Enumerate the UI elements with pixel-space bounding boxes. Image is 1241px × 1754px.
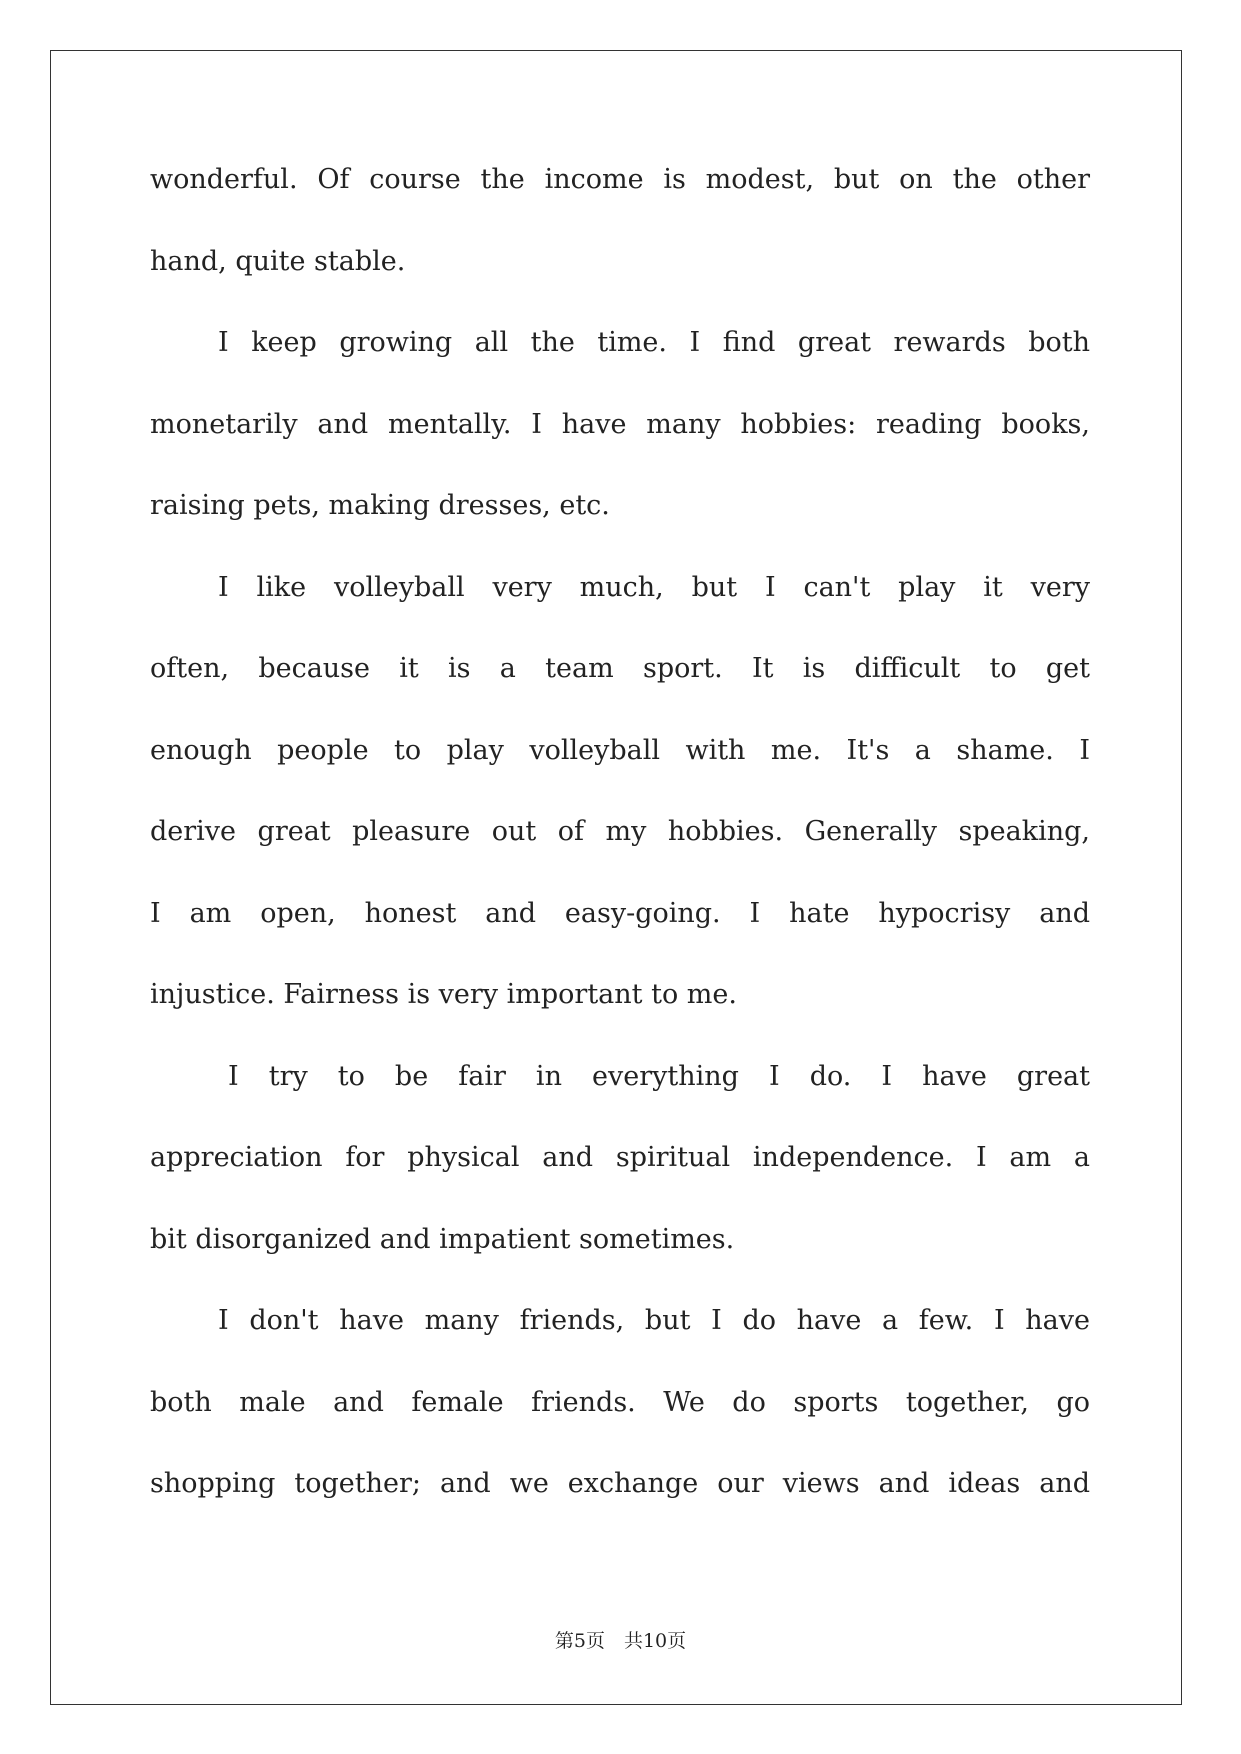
text-line-content: enough people to play volleyball with me. It's a shame. I (150, 734, 1090, 766)
text-line (150, 1060, 1090, 1145)
document-body (150, 166, 1090, 1552)
text-line (150, 1144, 1090, 1226)
text-line (150, 981, 1090, 1063)
text-line (150, 818, 1090, 900)
text-line (150, 655, 1090, 737)
text-line-content: hand, quite stable. (150, 245, 406, 277)
text-line-content: I like volleyball very much, but I can't play it very (218, 571, 1090, 603)
text-line-content: injustice. Fairness is very important to me. (150, 979, 737, 1010)
text-line-content: often, because it is a team sport. It is difficult to get (150, 653, 1090, 684)
text-line (150, 571, 1090, 656)
text-line-content: both male and female friends. We do sports together, go (150, 1386, 1090, 1418)
text-line-content: shopping together; and we exchange our views and ideas and (150, 1468, 1090, 1499)
text-line-content: I keep growing all the time. I find great rewards both (218, 327, 1090, 358)
text-line (150, 1386, 1090, 1471)
text-line-content: I am open, honest and easy-going. I hate hypocrisy and (150, 897, 1090, 929)
text-line-content: wonderful. Of course the income is modest, but on the other (150, 164, 1090, 195)
text-line (150, 245, 1090, 330)
text-line-content: monetarily and mentally. I have many hobbies: reading books, (150, 408, 1090, 440)
text-line (150, 492, 1090, 574)
page-number-footer: 第5页 共10页 (554, 1630, 687, 1652)
text-line (150, 166, 1090, 248)
text-line (150, 408, 1090, 493)
text-line (150, 1470, 1090, 1552)
text-line-content: I try to be fair in everything I do. I have great (228, 1060, 1090, 1092)
text-line-content: appreciation for physical and spiritual independence. I am a (150, 1142, 1090, 1173)
text-line-content: raising pets, making dresses, etc. (150, 490, 610, 521)
text-line-content: bit disorganized and impatient sometimes. (150, 1223, 735, 1255)
text-line (150, 329, 1090, 411)
text-line (150, 1223, 1090, 1308)
text-line (150, 734, 1090, 819)
text-line (150, 897, 1090, 982)
text-line (150, 1307, 1090, 1389)
text-line-content: I don't have many friends, but I do have a few. I have (218, 1305, 1090, 1336)
text-line-content: derive great pleasure out of my hobbies. Generally speaking, (150, 816, 1090, 847)
